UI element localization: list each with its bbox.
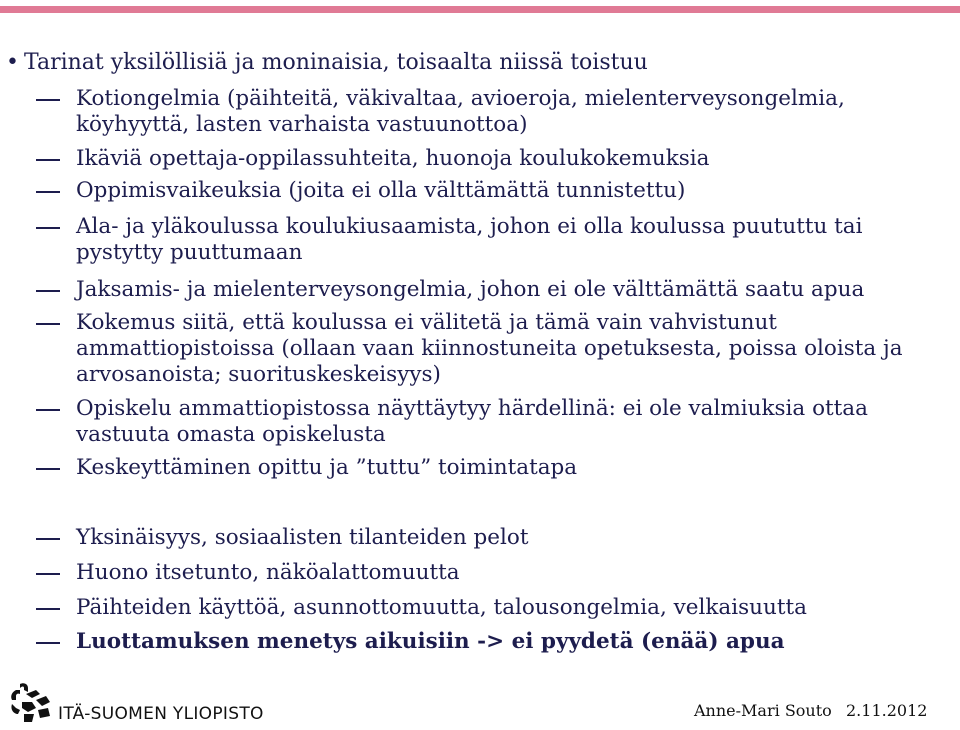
university-logo-icon	[6, 680, 56, 724]
dash-icon	[36, 409, 60, 411]
list-item-text: Opiskelu ammattiopistossa näyttäytyy härdellinä: ei ole valmiuksia ottaa vastuuta omasta opiskelusta	[76, 396, 868, 447]
list-item-text: Jaksamis- ja mielenterveysongelmia, johon ei ole välttämättä saatu apua	[76, 277, 865, 302]
bullet-dot-icon: •	[6, 50, 19, 75]
list-item-text: Keskeyttäminen opittu ja ”tuttu” toimintatapa	[76, 455, 578, 480]
dash-icon	[36, 468, 60, 470]
list-item-text: Oppimisvaikeuksia (joita ei olla välttämättä tunnistettu)	[76, 178, 686, 203]
footer-date: 2.11.2012	[846, 701, 928, 720]
main-bullet-text: Tarinat yksilöllisiä ja moninaisia, toisaalta niissä toistuu	[24, 50, 648, 75]
dash-icon	[36, 642, 60, 644]
top-accent-rule	[0, 6, 960, 13]
dash-icon	[36, 290, 60, 292]
dash-icon	[36, 191, 60, 193]
list-item-text: Ala- ja yläkoulussa koulukiusaamista, johon ei olla koulussa puututtu tai pystytty puuttumaan	[76, 214, 863, 265]
list-item-text: Yksinäisyys, sosiaalisten tilanteiden pelot	[76, 525, 529, 550]
list-item-text: Kotiongelmia (päihteitä, väkivaltaa, avioeroja, mielenterveysongelmia, köyhyyttä, lasten varhaista vastuunottoa)	[76, 86, 845, 137]
dash-icon	[36, 99, 60, 101]
list-item-text: Luottamuksen menetys aikuisiin -> ei pyydetä (enää) apua	[76, 629, 785, 654]
list-item-text: Huono itsetunto, näköalattomuutta	[76, 560, 460, 585]
dash-icon	[36, 323, 60, 325]
list-item-text: Ikäviä opettaja-oppilassuhteita, huonoja koulukokemuksia	[76, 146, 710, 171]
list-item-text: Kokemus siitä, että koulussa ei välitetä ja tämä vain vahvistunut ammattiopistoissa (ollaan vaan kiinnostuneita opetuksesta, poissa oloista ja arvosanoista; suorituskeskeisyys)	[76, 310, 903, 387]
footer-organization: ITÄ-SUOMEN YLIOPISTO	[58, 704, 264, 724]
dash-icon	[36, 608, 60, 610]
dash-icon	[36, 538, 60, 540]
dash-icon	[36, 159, 60, 161]
footer-author: Anne-Mari Souto	[694, 701, 832, 720]
dash-icon	[36, 227, 60, 229]
dash-icon	[36, 573, 60, 575]
list-item-text: Päihteiden käyttöä, asunnottomuutta, talousongelmia, velkaisuutta	[76, 595, 807, 620]
